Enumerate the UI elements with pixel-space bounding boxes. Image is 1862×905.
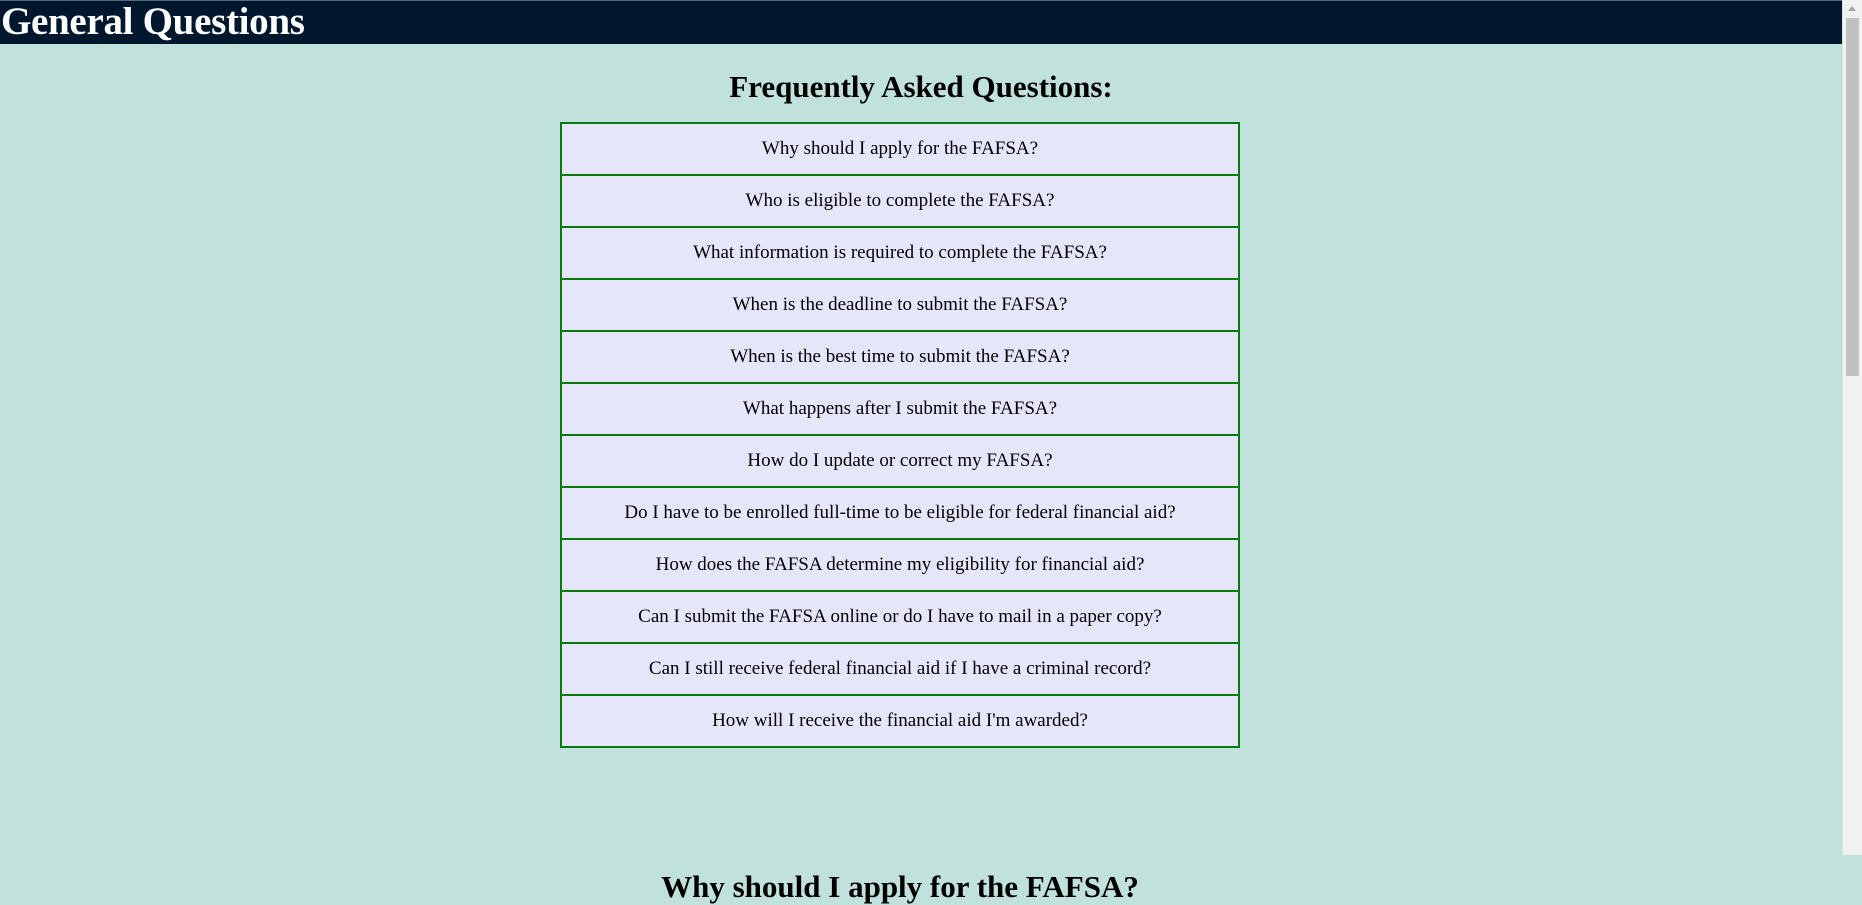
vertical-scrollbar[interactable] [1842,0,1862,855]
faq-item-deadline[interactable]: When is the deadline to submit the FAFSA? [560,278,1240,332]
faq-list [560,122,1240,748]
faq-item-criminal-record[interactable]: Can I still receive federal financial aid if I have a criminal record? [560,642,1240,696]
faq-item-full-time[interactable]: Do I have to be enrolled full-time to be eligible for federal financial aid? [560,486,1240,540]
page-title: General Questions [1,0,305,43]
faq-item-receive-aid[interactable]: How will I receive the financial aid I'm awarded? [560,694,1240,748]
faq-item-eligibility[interactable]: Who is eligible to complete the FAFSA? [560,174,1240,228]
faq-item-best-time[interactable]: When is the best time to submit the FAFSA? [560,330,1240,384]
section-heading-why-apply: Why should I apply for the FAFSA? [661,868,1139,904]
faq-item-update-correct[interactable]: How do I update or correct my FAFSA? [560,434,1240,488]
faq-item-required-info[interactable]: What information is required to complete the FAFSA? [560,226,1240,280]
faq-item-determine-eligibility[interactable]: How does the FAFSA determine my eligibility for financial aid? [560,538,1240,592]
faq-item-after-submit[interactable]: What happens after I submit the FAFSA? [560,382,1240,436]
top-header-bar [0,0,1842,44]
faq-item-online-or-paper[interactable]: Can I submit the FAFSA online or do I have to mail in a paper copy? [560,590,1240,644]
scrollbar-thumb[interactable] [1846,18,1859,376]
faq-item-why-apply[interactable]: Why should I apply for the FAFSA? [560,122,1240,176]
scroll-up-arrow-icon[interactable] [1843,0,1862,17]
faq-heading: Frequently Asked Questions: [729,69,1113,104]
